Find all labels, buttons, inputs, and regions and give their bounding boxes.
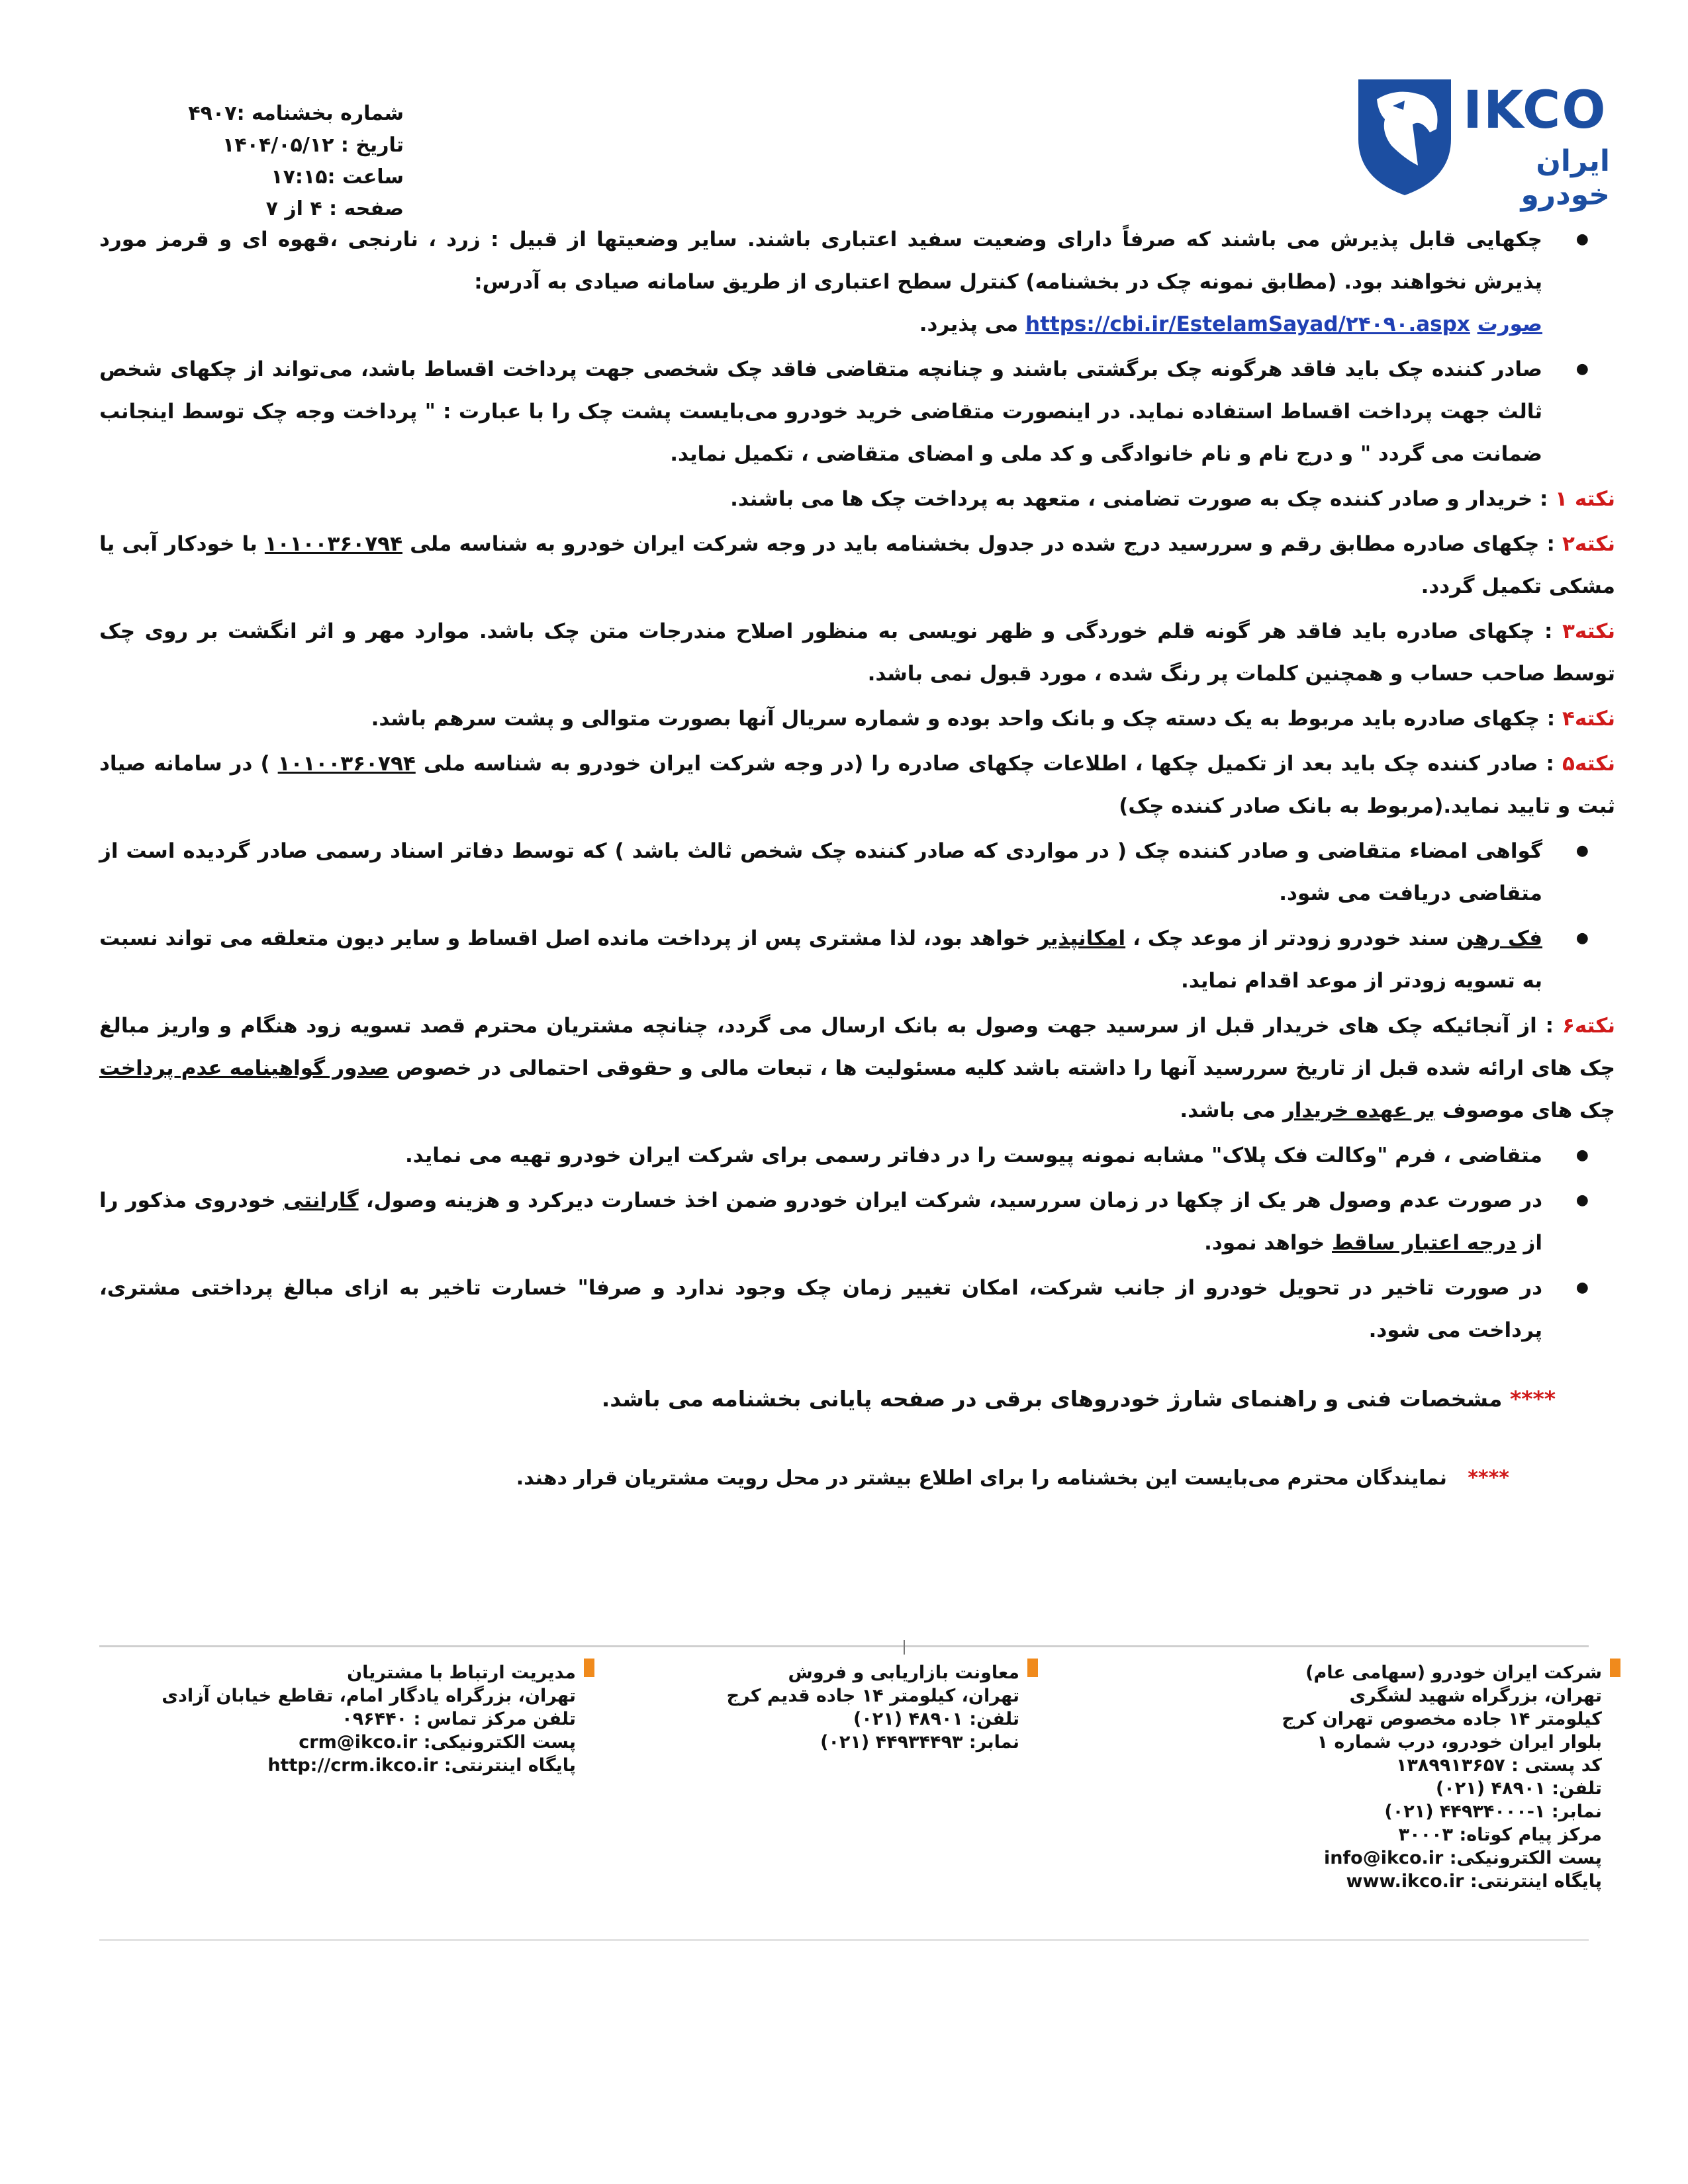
- footer-line: کیلومتر ۱۴ جاده مخصوص تهران کرج: [1282, 1709, 1602, 1729]
- circular-date: تاریخ : ۱۴۰۴/۰۵/۱۲: [222, 134, 404, 157]
- note-text: می باشد.: [1180, 1099, 1276, 1122]
- bullet-text: خواهد بود، لذا مشتری پس از پرداخت مانده اصل اقساط و سایر دیون متعلقه می تواند نسبت به تسویه زودتر از موعد اقدام نماید.: [99, 927, 1542, 993]
- notice-text: مشخصات فنی و راهنمای شارژ خودروهای برقی در صفحه پایانی بخشنامه می باشد.: [601, 1386, 1503, 1412]
- footer-sales: [727, 1661, 1019, 1754]
- bullet-text: سند خودرو زودتر از موعد چک ،: [1133, 927, 1449, 950]
- ikco-logo: [1352, 66, 1610, 212]
- footer-tick: [904, 1640, 905, 1655]
- list-item: [99, 1179, 1615, 1264]
- bullet-text: خودروی مذکور را از: [99, 1189, 1542, 1255]
- note-5: [99, 743, 1615, 827]
- note-4: [99, 698, 1615, 740]
- footer-line: بلوار ایران خودرو، درب شماره ۱: [1317, 1732, 1602, 1752]
- list-item: [99, 1267, 1615, 1351]
- notice-text: نمایندگان محترم می‌بایست این بخشنامه را برای اطلاع بیشتر در محل رویت مشتریان قرار دهند.: [516, 1467, 1447, 1490]
- list-item: [99, 1134, 1615, 1177]
- note-text: با خودکار آبی یا مشکی تکمیل گردد.: [99, 532, 1615, 598]
- underlined-term: صدور گواهینامه عدم پرداخت: [99, 1056, 389, 1080]
- note-label: نکته۵: [1562, 752, 1616, 776]
- footer-crm: [162, 1661, 576, 1777]
- note-label: نکته۶: [1562, 1014, 1615, 1038]
- note-label: نکته۳: [1562, 619, 1616, 643]
- orange-marker: [1027, 1659, 1038, 1677]
- bullet-text: می پذیرد.: [919, 312, 1019, 336]
- note-label: نکته۴: [1562, 707, 1615, 731]
- note-label: نکته ۱: [1555, 487, 1615, 511]
- note-text: : چکهای صادره مطابق رقم و سررسید درج شده در جدول بخشنامه باید در وجه شرکت ایران خودرو به شناسه ملی: [410, 532, 1555, 556]
- circular-time: ساعت :۱۷:۱۵: [271, 165, 404, 189]
- note-text: : خریدار و صادر کننده چک به صورت تضامنی ، متعهد به پرداخت چک ها می باشند.: [730, 487, 1548, 511]
- orange-marker: [584, 1659, 594, 1677]
- sayad-link-word[interactable]: صورت: [1477, 312, 1542, 336]
- asterisks: ****: [1468, 1467, 1509, 1490]
- list-item: [99, 917, 1615, 1002]
- dealer-notice: [185, 1463, 1509, 1494]
- list-item: [99, 830, 1615, 915]
- footer-website[interactable]: پایگاه اینترنتی: http://crm.ikco.ir: [267, 1755, 576, 1776]
- note-text: : چکهای صادره باید مربوط به یک دسته چک و بانک واحد بوده و شماره سریال آنها بصورت متوالی و پشت سرهم باشد.: [371, 707, 1556, 731]
- national-id: ۱۰۱۰۰۳۶۰۷۹۴: [277, 752, 416, 776]
- bullet-text: صادر کننده چک باید فاقد هرگونه چک برگشتی باشند و چنانچه متقاضی فاقد چک شخصی جهت پرداخت اقساط باشد، می‌تواند از چکهای شخص ثالث جهت پرداخت اقساط استفاده نماید. در اینصورت متقاضی خرید خودرو می‌بایست پشت چک را با عبارت : " پرداخت وجه چک توسط اینجانب ضمانت می گردد " و درج نام و نام خانوادگی و کد ملی و امضای متقاضی ، تکمیل نماید.: [99, 357, 1542, 466]
- note-2: [99, 523, 1615, 608]
- underlined-term: درجه اعتبار ساقط: [1332, 1231, 1517, 1255]
- bullet-text: در صورت عدم وصول هر یک از چکها در زمان سررسید، شرکت ایران خودرو ضمن اخذ خسارت دیرکرد و هزینه وصول،: [365, 1189, 1542, 1212]
- note-text: چک های موصوف: [1442, 1099, 1615, 1122]
- circular-meta: [165, 98, 404, 225]
- ev-charging-notice: [165, 1383, 1556, 1415]
- footer-email[interactable]: پست الکترونیکی: info@ikco.ir: [1323, 1848, 1602, 1868]
- underlined-term: فک رهن: [1456, 927, 1542, 950]
- page-number: صفحه : ۴ از ۷: [265, 197, 404, 220]
- footer-line: شرکت ایران خودرو (سهامی عام): [1305, 1662, 1602, 1683]
- logo-farsi: ایران خودرو: [1521, 144, 1610, 212]
- list-item: [99, 348, 1615, 475]
- footer-website[interactable]: پایگاه اینترنتی: www.ikco.ir: [1346, 1871, 1602, 1891]
- orange-marker: [1610, 1659, 1620, 1677]
- footer-line: تهران، بزرگراه یادگار امام، تقاطع خیابان آزادی: [162, 1686, 576, 1706]
- bullet-text: گواهی امضاء متقاضی و صادر کننده چک ( در مواردی که صادر کننده چک شخص ثالث باشد ) که توسط دفاتر اسناد رسمی صادر گردیده است از متقاضی دریافت می شود.: [99, 839, 1542, 905]
- note-1: [99, 478, 1615, 520]
- footer-line: معاونت بازاریابی و فروش: [788, 1662, 1019, 1683]
- note-label: نکته۲: [1562, 532, 1616, 556]
- footer-line: نمابر: ۴۴۹۳۴۴۹۳ (۰۲۱): [820, 1732, 1019, 1752]
- underlined-term: گارانتی: [283, 1189, 359, 1212]
- footer-line: تلفن: ۴۸۹۰۱ (۰۲۱): [1435, 1778, 1602, 1799]
- bullet-text: در صورت تاخیر در تحویل خودرو از جانب شرکت، امکان تغییر زمان چک وجود ندارد و صرفا" خسارت تاخیر به ازای مبالغ پرداختی مشتری، پرداخت می شود.: [99, 1276, 1542, 1342]
- footer-divider: [99, 1645, 1589, 1647]
- footer-line: تهران، بزرگراه شهید لشگری: [1349, 1686, 1602, 1706]
- circular-number: شماره بخشنامه :۴۹۰۷: [188, 102, 404, 125]
- note-6: [99, 1005, 1615, 1132]
- footer-line: تلفن: ۴۸۹۰۱ (۰۲۱): [853, 1709, 1019, 1729]
- asterisks: ****: [1509, 1386, 1556, 1412]
- national-id: ۱۰۱۰۰۳۶۰۷۹۴: [264, 532, 402, 556]
- footer-line: مدیریت ارتباط با مشتریان: [347, 1662, 576, 1683]
- bullet-text: چکهایی قابل پذیرش می باشند که صرفاً دارای وضعیت سفید اعتباری باشند. سایر وضعیتها از قبیل : زرد ، نارنجی ،قهوه ای و قرمز مورد پذیرش نخواهند بود. (مطابق نمونه چک در بخشنامه) کنترل سطح اعتباری از طریق سامانه صیادی به آدرس:: [99, 228, 1542, 294]
- footer-email[interactable]: پست الکترونیکی: crm@ikco.ir: [299, 1732, 576, 1752]
- list-item: [99, 218, 1615, 345]
- note-text: ) در سامانه صیاد ثبت و تایید نماید.(مربوط به بانک صادر کننده چک): [99, 752, 1615, 818]
- logo-latin: IKCO: [1463, 81, 1607, 140]
- underlined-term: امکانپذیر: [1037, 927, 1126, 950]
- footer-line: تلفن مرکز تماس : ۰۹۶۴۴۰: [342, 1709, 576, 1729]
- bullet-text: خواهد نمود.: [1204, 1231, 1325, 1255]
- sayad-link[interactable]: https://cbi.ir/EstelamSayad/۲۴۰۹۰.aspx: [1025, 312, 1470, 336]
- note-text: : صادر کننده چک باید بعد از تکمیل چکها ، اطلاعات چکهای صادره را (در وجه شرکت ایران خودرو به شناسه ملی: [423, 752, 1554, 776]
- footer-bottom-rule: [99, 1939, 1589, 1941]
- footer-line: مرکز پیام کوتاه: ۳۰۰۰۳: [1398, 1825, 1602, 1845]
- footer-line: کد پستی : ۱۳۸۹۹۱۳۶۵۷: [1395, 1755, 1602, 1776]
- footer-line: نمابر: ۱-۴۴۹۳۴۰۰۰ (۰۲۱): [1384, 1801, 1602, 1822]
- note-text: : از آنجائیکه چک های خریدار قبل از سرسید جهت وصول به بانک ارسال می گردد، چنانچه مشتریان محترم قصد تسویه زود هنگام و واریز مبالغ چک های ارائه شده قبل از تاریخ سررسید آنها را داشته باشد کلیه مسئولیت ها ، تبعات مالی و حقوقی احتمالی در خصوص: [99, 1014, 1615, 1080]
- bullet-text: متقاضی ، فرم "وکالت فک پلاک" مشابه نمونه پیوست را در دفاتر رسمی برای شرکت ایران خودرو تهیه می نماید.: [404, 1144, 1542, 1167]
- footer-line: تهران، کیلومتر ۱۴ جاده قدیم کرج: [726, 1686, 1019, 1706]
- underlined-term: بر عهده خریدار: [1282, 1099, 1435, 1122]
- circular-body: [99, 218, 1615, 1354]
- note-text: : چکهای صادره باید فاقد هر گونه قلم خوردگی و ظهر نویسی به منظور اصلاح مندرجات متن چک باشد. موارد مهر و اثر انگشت بر روی چک توسط صاحب حساب و همچنین کلمات پر رنگ شده ، مورد قبول نمی باشد.: [99, 619, 1615, 686]
- note-3: [99, 610, 1615, 695]
- footer-company: [1282, 1661, 1602, 1893]
